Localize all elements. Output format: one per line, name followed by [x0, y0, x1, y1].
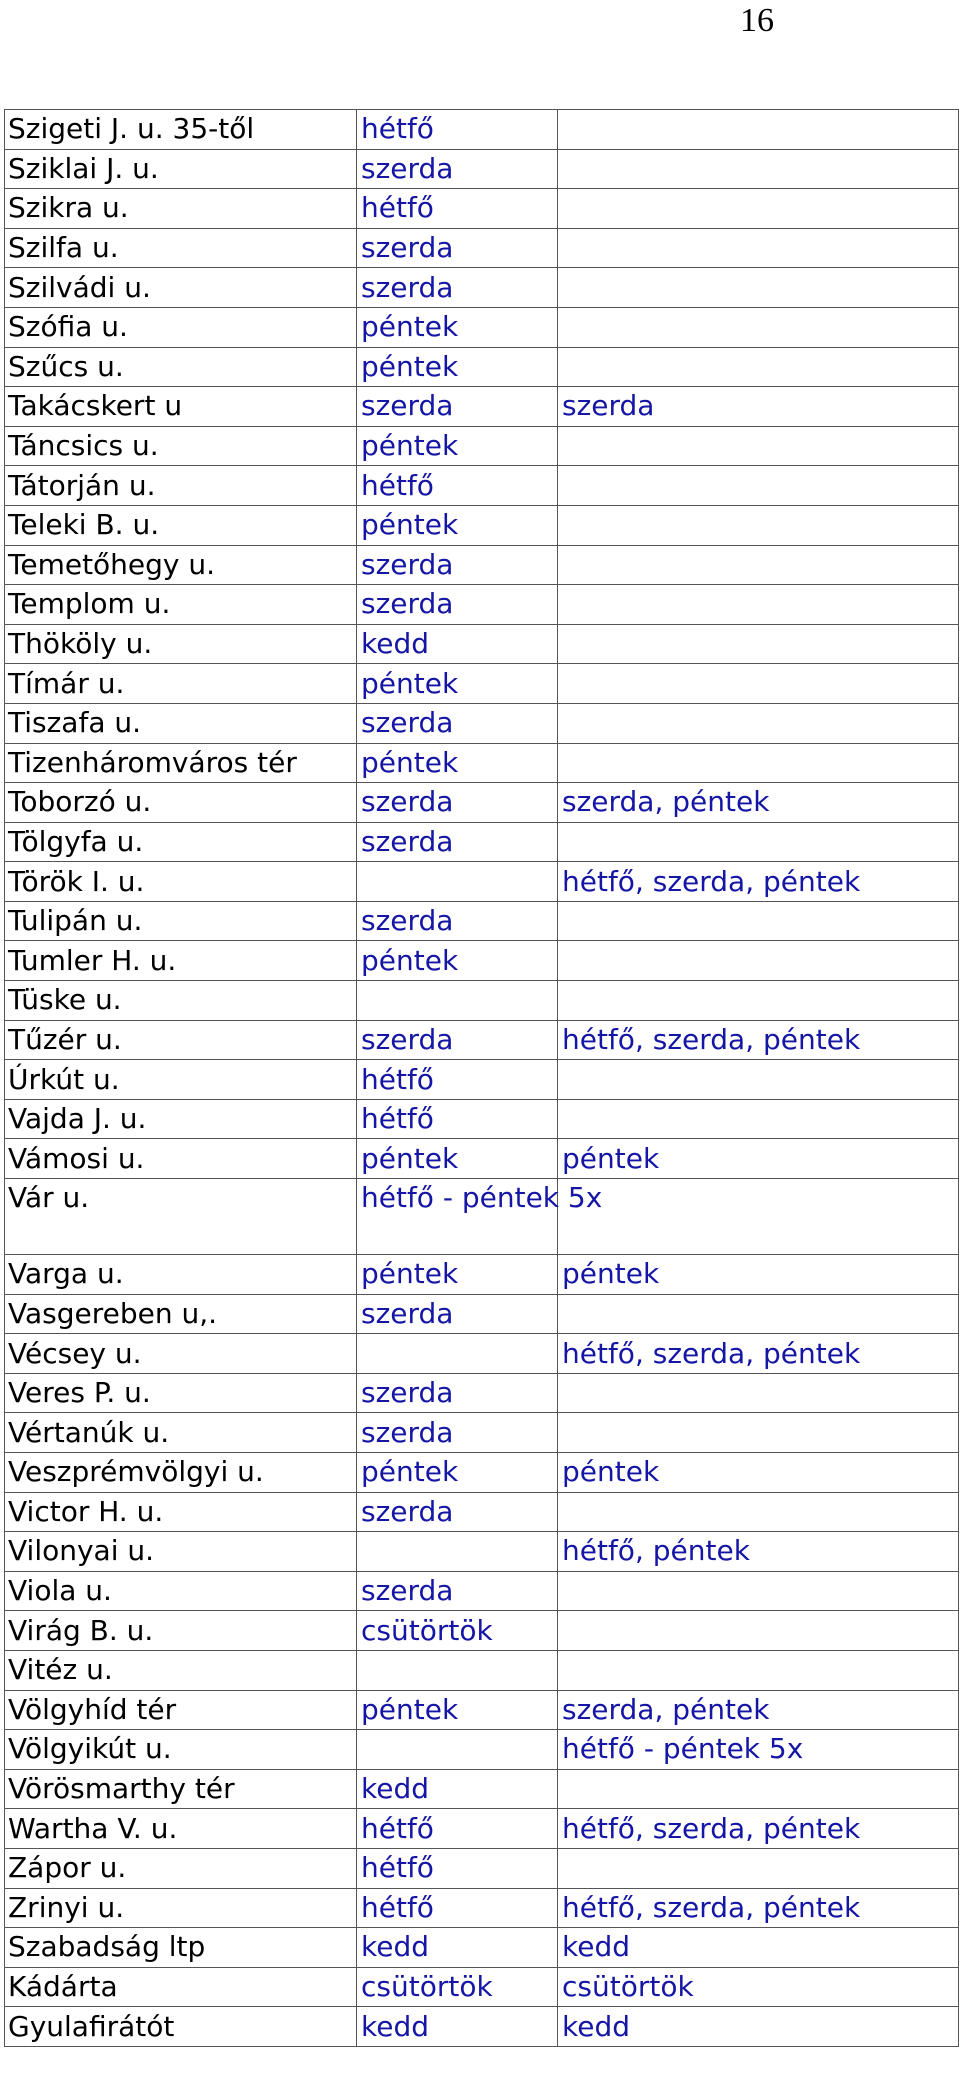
collection-day-primary-cell: péntek	[357, 426, 558, 466]
street-name-cell: Sziklai J. u.	[5, 149, 357, 189]
street-name-cell: Gyulafirátót	[5, 2007, 357, 2047]
table-row	[5, 783, 959, 823]
collection-day-secondary-cell	[558, 466, 959, 506]
collection-day-secondary-cell	[558, 981, 959, 1021]
collection-day-primary-cell: szerda	[357, 387, 558, 427]
street-name-cell: Victor H. u.	[5, 1492, 357, 1532]
street-name-cell: Vilonyai u.	[5, 1532, 357, 1572]
collection-day-secondary-cell	[558, 1179, 959, 1255]
collection-day-secondary-cell	[558, 268, 959, 308]
collection-day-secondary-cell	[558, 743, 959, 783]
collection-day-secondary-cell: hétfő, szerda, péntek	[558, 1020, 959, 1060]
street-name-cell: Viola u.	[5, 1571, 357, 1611]
street-name-cell: Vitéz u.	[5, 1650, 357, 1690]
table-row	[5, 307, 959, 347]
collection-day-secondary-cell	[558, 347, 959, 387]
collection-day-primary-cell: kedd	[357, 1769, 558, 1809]
table-row	[5, 664, 959, 704]
street-name-cell: Táncsics u.	[5, 426, 357, 466]
collection-day-secondary-cell: hétfő, szerda, péntek	[558, 1334, 959, 1374]
collection-day-secondary-cell	[558, 110, 959, 150]
table-row	[5, 1020, 959, 1060]
street-name-cell: Tűzér u.	[5, 1020, 357, 1060]
table-row	[5, 703, 959, 743]
table-row	[5, 1848, 959, 1888]
table-row	[5, 1809, 959, 1849]
table-row	[5, 901, 959, 941]
table-row	[5, 981, 959, 1021]
table-row	[5, 505, 959, 545]
collection-day-secondary-cell: hétfő, szerda, péntek	[558, 1809, 959, 1849]
collection-day-secondary-cell: szerda, péntek	[558, 1690, 959, 1730]
collection-day-primary-cell: szerda	[357, 268, 558, 308]
collection-day-primary-cell: szerda	[357, 1571, 558, 1611]
collection-day-primary-cell: péntek	[357, 1453, 558, 1493]
collection-day-secondary-cell: kedd	[558, 1928, 959, 1968]
street-name-cell: Vécsey u.	[5, 1334, 357, 1374]
table-row	[5, 743, 959, 783]
street-name-cell: Toborzó u.	[5, 783, 357, 823]
street-name-cell: Szikra u.	[5, 189, 357, 229]
collection-day-secondary-cell: kedd	[558, 2007, 959, 2047]
street-name-cell: Virág B. u.	[5, 1611, 357, 1651]
collection-day-secondary-cell	[558, 189, 959, 229]
collection-day-primary-cell	[357, 981, 558, 1021]
collection-day-primary-cell: szerda	[357, 1373, 558, 1413]
collection-day-primary-cell: szerda	[357, 228, 558, 268]
collection-day-primary-cell: hétfő	[357, 110, 558, 150]
street-name-cell: Vajda J. u.	[5, 1099, 357, 1139]
table-row	[5, 1730, 959, 1770]
table-row	[5, 1255, 959, 1295]
collection-day-secondary-cell	[558, 426, 959, 466]
collection-day-secondary-cell	[558, 1611, 959, 1651]
table-row	[5, 545, 959, 585]
collection-day-primary-cell	[357, 1730, 558, 1770]
table-row	[5, 1373, 959, 1413]
table-row	[5, 1179, 959, 1255]
street-name-cell: Szigeti J. u. 35-től	[5, 110, 357, 150]
collection-day-secondary-cell: péntek	[558, 1139, 959, 1179]
table-row	[5, 1453, 959, 1493]
collection-day-primary-cell: csütörtök	[357, 1611, 558, 1651]
table-row	[5, 1571, 959, 1611]
collection-day-secondary-cell	[558, 149, 959, 189]
collection-day-primary-cell: péntek	[357, 743, 558, 783]
street-name-cell: Kádárta	[5, 1967, 357, 2007]
street-name-cell: Takácskert u	[5, 387, 357, 427]
street-name-cell: Völgyikút u.	[5, 1730, 357, 1770]
collection-day-primary-cell: hétfő	[357, 1848, 558, 1888]
street-name-cell: Vár u.	[5, 1179, 357, 1255]
collection-day-primary-cell: szerda	[357, 901, 558, 941]
table-row	[5, 1492, 959, 1532]
collection-day-secondary-cell: hétfő - péntek 5x	[558, 1730, 959, 1770]
street-name-cell: Teleki B. u.	[5, 505, 357, 545]
table-row	[5, 2007, 959, 2047]
collection-day-secondary-cell	[558, 624, 959, 664]
table-row	[5, 822, 959, 862]
table-row	[5, 149, 959, 189]
collection-day-primary-cell: szerda	[357, 1413, 558, 1453]
table-row	[5, 268, 959, 308]
table-row	[5, 189, 959, 229]
collection-day-primary-cell: hétfő	[357, 466, 558, 506]
street-name-cell: Török I. u.	[5, 862, 357, 902]
table-row	[5, 387, 959, 427]
table-row	[5, 1139, 959, 1179]
collection-day-primary-cell: szerda	[357, 1294, 558, 1334]
table-row	[5, 347, 959, 387]
collection-day-secondary-cell	[558, 901, 959, 941]
collection-day-primary-cell	[357, 1532, 558, 1572]
collection-day-secondary-cell: szerda	[558, 387, 959, 427]
collection-day-primary-cell: szerda	[357, 822, 558, 862]
table-row	[5, 585, 959, 625]
street-name-cell: Temetőhegy u.	[5, 545, 357, 585]
collection-day-secondary-cell	[558, 505, 959, 545]
street-name-cell: Thököly u.	[5, 624, 357, 664]
collection-day-primary-cell: szerda	[357, 703, 558, 743]
street-name-cell: Tüske u.	[5, 981, 357, 1021]
table-row	[5, 1888, 959, 1928]
street-name-cell: Zápor u.	[5, 1848, 357, 1888]
street-name-cell: Tumler H. u.	[5, 941, 357, 981]
collection-day-primary-cell: péntek	[357, 505, 558, 545]
street-name-cell: Úrkút u.	[5, 1060, 357, 1100]
collection-day-secondary-cell: hétfő, szerda, péntek	[558, 1888, 959, 1928]
collection-day-secondary-cell: péntek	[558, 1255, 959, 1295]
table-row	[5, 1611, 959, 1651]
table-row	[5, 228, 959, 268]
street-name-cell: Szilfa u.	[5, 228, 357, 268]
table-row	[5, 426, 959, 466]
collection-day-primary-cell: péntek	[357, 1139, 558, 1179]
street-name-cell: Veszprémvölgyi u.	[5, 1453, 357, 1493]
collection-day-primary-cell: szerda	[357, 149, 558, 189]
collection-schedule-table	[4, 109, 959, 2047]
street-name-cell: Tiszafa u.	[5, 703, 357, 743]
collection-day-primary-cell: hétfő	[357, 1809, 558, 1849]
collection-day-secondary-cell	[558, 307, 959, 347]
table-row	[5, 1769, 959, 1809]
collection-day-primary-cell: péntek	[357, 941, 558, 981]
collection-day-secondary-cell	[558, 1492, 959, 1532]
street-name-cell: Szófia u.	[5, 307, 357, 347]
collection-day-primary-cell: péntek	[357, 1255, 558, 1295]
table-row	[5, 1099, 959, 1139]
collection-day-secondary-cell: csütörtök	[558, 1967, 959, 2007]
street-name-cell: Vámosi u.	[5, 1139, 357, 1179]
collection-day-secondary-cell	[558, 1413, 959, 1453]
table-row	[5, 1334, 959, 1374]
collection-day-secondary-cell	[558, 1294, 959, 1334]
table-row	[5, 1650, 959, 1690]
street-name-cell: Tizenháromváros tér	[5, 743, 357, 783]
collection-day-secondary-cell	[558, 1650, 959, 1690]
collection-day-primary-cell: kedd	[357, 624, 558, 664]
street-name-cell: Szilvádi u.	[5, 268, 357, 308]
table-row	[5, 1532, 959, 1572]
collection-day-primary-cell: péntek	[357, 664, 558, 704]
collection-day-primary-cell	[357, 1650, 558, 1690]
collection-day-primary-cell: péntek	[357, 307, 558, 347]
street-name-cell: Tátorján u.	[5, 466, 357, 506]
street-name-cell: Tölgyfa u.	[5, 822, 357, 862]
schedule-table-body	[5, 110, 959, 2047]
collection-day-secondary-cell	[558, 1099, 959, 1139]
street-name-cell: Tímár u.	[5, 664, 357, 704]
collection-day-primary-cell: szerda	[357, 1020, 558, 1060]
page-number: 16	[740, 2, 774, 39]
collection-day-secondary-cell: szerda, péntek	[558, 783, 959, 823]
street-name-cell: Szabadság ltp	[5, 1928, 357, 1968]
street-name-cell: Veres P. u.	[5, 1373, 357, 1413]
collection-day-primary-cell: szerda	[357, 1492, 558, 1532]
street-name-cell: Szűcs u.	[5, 347, 357, 387]
collection-day-secondary-cell	[558, 941, 959, 981]
collection-day-primary-cell: hétfő	[357, 1060, 558, 1100]
collection-day-secondary-cell	[558, 1848, 959, 1888]
collection-day-secondary-cell: hétfő, péntek	[558, 1532, 959, 1572]
street-name-cell: Völgyhíd tér	[5, 1690, 357, 1730]
collection-day-primary-cell: csütörtök	[357, 1967, 558, 2007]
collection-day-secondary-cell	[558, 228, 959, 268]
table-row	[5, 862, 959, 902]
street-name-cell: Templom u.	[5, 585, 357, 625]
collection-day-secondary-cell: péntek	[558, 1453, 959, 1493]
collection-day-primary-cell: szerda	[357, 585, 558, 625]
collection-day-primary-cell: hétfő	[357, 1099, 558, 1139]
table-row	[5, 1060, 959, 1100]
street-name-cell: Varga u.	[5, 1255, 357, 1295]
collection-day-secondary-cell: hétfő, szerda, péntek	[558, 862, 959, 902]
street-name-cell: Zrinyi u.	[5, 1888, 357, 1928]
collection-day-secondary-cell	[558, 585, 959, 625]
street-name-cell: Vasgereben u,.	[5, 1294, 357, 1334]
table-row	[5, 1294, 959, 1334]
collection-day-primary-cell: hétfő - péntek 5x	[357, 1179, 558, 1255]
collection-day-primary-cell	[357, 862, 558, 902]
collection-day-secondary-cell	[558, 1060, 959, 1100]
collection-day-primary-cell: kedd	[357, 2007, 558, 2047]
collection-day-secondary-cell	[558, 703, 959, 743]
collection-day-secondary-cell	[558, 1769, 959, 1809]
collection-day-primary-cell: szerda	[357, 783, 558, 823]
collection-day-secondary-cell	[558, 822, 959, 862]
table-row	[5, 1967, 959, 2007]
street-name-cell: Vörösmarthy tér	[5, 1769, 357, 1809]
collection-day-primary-cell: hétfő	[357, 189, 558, 229]
table-row	[5, 466, 959, 506]
table-row	[5, 624, 959, 664]
table-row	[5, 1928, 959, 1968]
collection-day-primary-cell: péntek	[357, 1690, 558, 1730]
table-row	[5, 1690, 959, 1730]
collection-day-secondary-cell	[558, 1571, 959, 1611]
street-name-cell: Tulipán u.	[5, 901, 357, 941]
collection-day-secondary-cell	[558, 664, 959, 704]
collection-day-primary-cell	[357, 1334, 558, 1374]
collection-day-primary-cell: hétfő	[357, 1888, 558, 1928]
collection-day-primary-cell: péntek	[357, 347, 558, 387]
collection-day-secondary-cell	[558, 1373, 959, 1413]
collection-day-primary-cell: szerda	[357, 545, 558, 585]
table-row	[5, 110, 959, 150]
street-name-cell: Vértanúk u.	[5, 1413, 357, 1453]
table-row	[5, 1413, 959, 1453]
table-row	[5, 941, 959, 981]
street-name-cell: Wartha V. u.	[5, 1809, 357, 1849]
collection-day-secondary-cell	[558, 545, 959, 585]
collection-day-primary-cell: kedd	[357, 1928, 558, 1968]
